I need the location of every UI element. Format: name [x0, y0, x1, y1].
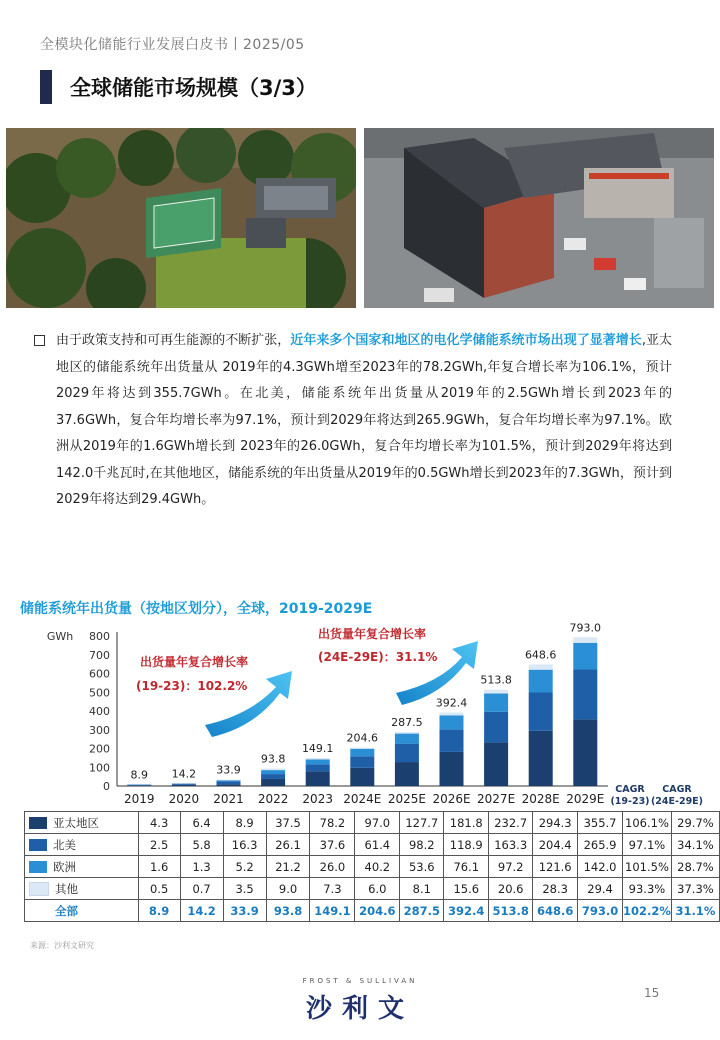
legend-swatch-4 — [29, 882, 49, 896]
bar-total-label: 204.6 — [346, 731, 379, 745]
table-cell: 265.9 — [578, 834, 623, 856]
bar-segment-1 — [350, 768, 374, 786]
table-cell-cagr-19-23: 106.1% — [623, 812, 672, 834]
table-cell-total: 14.2 — [180, 900, 223, 922]
table-cell: 20.6 — [489, 878, 533, 900]
table-cell: 5.2 — [223, 856, 266, 878]
legend-swatch-2 — [29, 839, 47, 851]
legend-label-4: 其他 — [55, 881, 78, 896]
x-tick-label: 2026E — [432, 792, 471, 806]
bar-segment-3 — [395, 734, 419, 744]
table-cell: 142.0 — [578, 856, 623, 878]
table-cell: 294.3 — [533, 812, 578, 834]
table-cell: 355.7 — [578, 812, 623, 834]
legend-label-3: 欧洲 — [53, 859, 76, 874]
data-table — [24, 811, 720, 922]
table-cell: 40.2 — [355, 856, 400, 878]
paragraph-text-intro: 由于政策支持和可再生能源的不断扩张， — [56, 333, 291, 348]
bar-segment-1 — [172, 785, 196, 786]
table-cell: 26.0 — [310, 856, 355, 878]
bar-total-label: 8.9 — [130, 768, 149, 782]
table-cell-total: 204.6 — [355, 900, 400, 922]
table-cell: 53.6 — [400, 856, 444, 878]
brand-logo-english: FROST & SULLIVAN — [302, 977, 418, 985]
table-cell-total: 392.4 — [444, 900, 489, 922]
table-cell: 5.8 — [180, 834, 223, 856]
table-row-total — [25, 900, 720, 922]
bar-segment-4 — [484, 690, 508, 694]
paragraph-text-body: ,亚太地区的储能系统年出货量从 2019年的4.3GWh增至2023年的78.2GWh,年复合增长率为106.1%，预计 2029年将达到355.7GWh。在北美，储能系统年出货量从2019年的2.5GWh增长到2023年的37.6GWh，复合年均增长率为97.1%，预计到2029年将达到265.9GWh，复合年均增长率为97.1%。欧洲从2019年的1.6GWh增长到 2023年的26.0GWh，复合年均增长率为101.5%，预计到2029年将达到142.0千兆瓦时,在其他地区，储能系统的年出货量从2019年的0.5GWh增长到2023年的7.3GWh，预计到2029年将达到29.4GWh。 — [56, 333, 672, 507]
bar-segment-2 — [440, 730, 464, 752]
table-cell: 28.3 — [533, 878, 578, 900]
bar-segment-4 — [350, 748, 374, 749]
table-row-header — [25, 856, 139, 878]
table-cell: 37.5 — [266, 812, 310, 834]
bar-segment-4 — [306, 758, 330, 759]
bar-segment-1 — [127, 785, 151, 786]
table-cell-total: 149.1 — [310, 900, 355, 922]
bar-segment-2 — [395, 744, 419, 762]
table-cell: 76.1 — [444, 856, 489, 878]
bar-segment-1 — [573, 719, 597, 786]
table-cell: 6.0 — [355, 878, 400, 900]
bar-total-label: 513.8 — [480, 673, 512, 687]
y-tick-label: 300 — [89, 723, 110, 737]
table-row-header-total: 全部 — [25, 900, 139, 922]
table-cell: 61.4 — [355, 834, 400, 856]
table-cell: 78.2 — [310, 812, 355, 834]
bar-segment-3 — [306, 759, 330, 764]
body-paragraph — [56, 328, 672, 514]
stacked-bar-chart — [0, 615, 720, 811]
y-axis-unit-label: GWh — [46, 630, 74, 643]
bar-segment-1 — [440, 752, 464, 786]
table-cell: 9.0 — [266, 878, 310, 900]
x-tick-label: 2025E — [387, 792, 426, 806]
x-tick-label: 2022 — [257, 792, 289, 806]
x-tick-label: 2027E — [477, 792, 516, 806]
page-title: 全球储能市场规模（3/3） — [70, 76, 317, 100]
bar-segment-2 — [172, 784, 196, 785]
bar-total-label: 392.4 — [435, 696, 468, 710]
table-cell: 8.9 — [223, 812, 266, 834]
bar-segment-1 — [306, 771, 330, 786]
cagr-header-1-line1: CAGR — [615, 784, 645, 795]
bar-segment-4 — [440, 712, 464, 715]
x-tick-label: 2029E — [566, 792, 605, 806]
bar-total-label: 287.5 — [391, 716, 423, 730]
legend-label-1: 亚太地区 — [53, 815, 99, 830]
y-tick-label: 400 — [89, 705, 110, 718]
table-row-header — [25, 878, 139, 900]
table-cell: 16.3 — [223, 834, 266, 856]
bar-segment-3 — [529, 670, 553, 693]
table-cell: 97.2 — [489, 856, 533, 878]
table-cell-total-cagr-19-23: 102.2% — [623, 900, 672, 922]
bar-total-label: 93.8 — [260, 752, 286, 766]
table-cell-total: 648.6 — [533, 900, 578, 922]
table-cell: 15.6 — [444, 878, 489, 900]
bar-segment-3 — [350, 749, 374, 757]
bar-segment-3 — [440, 715, 464, 729]
table-cell: 37.6 — [310, 834, 355, 856]
cagr-annotation-line1: 出货量年复合增长率 — [140, 655, 249, 669]
x-tick-label: 2021 — [213, 792, 244, 806]
cagr-header-1-line2: (19-23) — [610, 796, 650, 807]
aerial-photo-warehouse — [364, 128, 714, 308]
table-row — [25, 856, 720, 878]
table-row — [25, 878, 720, 900]
bar-segment-3 — [261, 770, 285, 774]
bar-segment-2 — [217, 781, 241, 784]
bar-total-label: 648.6 — [524, 648, 557, 662]
table-cell-cagr-24e-29e: 37.3% — [671, 878, 719, 900]
table-cell: 21.2 — [266, 856, 310, 878]
table-cell: 1.3 — [180, 856, 223, 878]
cagr-header-2-line1: CAGR — [662, 784, 692, 795]
table-cell: 204.4 — [533, 834, 578, 856]
bar-segment-3 — [573, 643, 597, 670]
legend-swatch-1 — [29, 817, 47, 829]
table-cell-cagr-24e-29e: 28.7% — [671, 856, 719, 878]
table-cell: 8.1 — [400, 878, 444, 900]
table-cell: 232.7 — [489, 812, 533, 834]
bar-segment-1 — [484, 742, 508, 786]
bar-segment-4 — [573, 637, 597, 643]
bar-segment-4 — [395, 732, 419, 734]
table-cell-cagr-19-23: 93.3% — [623, 878, 672, 900]
table-row-header — [25, 812, 139, 834]
cagr-annotation-forecast-line1: 出货量年复合增长率 — [318, 627, 427, 641]
y-tick-label: 600 — [89, 667, 110, 681]
table-cell-cagr-24e-29e: 34.1% — [671, 834, 719, 856]
table-cell: 26.1 — [266, 834, 310, 856]
table-cell-total-cagr-24e-29e: 31.1% — [671, 900, 719, 922]
x-tick-label: 2019 — [124, 792, 155, 806]
table-cell-total: 513.8 — [489, 900, 533, 922]
page-number: 15 — [644, 986, 660, 1000]
table-cell: 7.3 — [310, 878, 355, 900]
y-tick-label: 500 — [89, 686, 110, 700]
table-row — [25, 812, 720, 834]
table-cell: 97.0 — [355, 812, 400, 834]
table-cell: 3.5 — [223, 878, 266, 900]
table-cell-total: 93.8 — [266, 900, 310, 922]
x-tick-label: 2024E — [343, 792, 382, 806]
table-cell: 0.7 — [180, 878, 223, 900]
bar-segment-2 — [350, 756, 374, 768]
table-row-header — [25, 834, 139, 856]
y-tick-label: 700 — [89, 648, 110, 662]
y-tick-label: 0 — [103, 780, 110, 793]
bar-segment-2 — [306, 764, 330, 771]
cagr-annotation-line2: (19-23)：102.2% — [136, 679, 248, 693]
table-cell: 1.6 — [138, 856, 180, 878]
table-row — [25, 834, 720, 856]
bar-segment-3 — [217, 780, 241, 781]
x-tick-label: 2020 — [168, 792, 200, 806]
table-cell: 163.3 — [489, 834, 533, 856]
cagr-annotation-forecast-line2: (24E-29E)：31.1% — [318, 650, 438, 664]
bullet-checkbox-icon — [34, 335, 45, 346]
table-cell: 98.2 — [400, 834, 444, 856]
table-cell-total: 8.9 — [138, 900, 180, 922]
table-cell: 2.5 — [138, 834, 180, 856]
y-tick-label: 200 — [89, 742, 110, 756]
source-note: 来源：沙利文研究 — [30, 941, 94, 950]
legend-label-2: 北美 — [53, 837, 76, 852]
cagr-header-2-line2: (24E-29E) — [650, 796, 704, 807]
table-cell: 121.6 — [533, 856, 578, 878]
bar-segment-1 — [217, 784, 241, 786]
bar-segment-2 — [529, 692, 553, 730]
table-cell: 118.9 — [444, 834, 489, 856]
table-cell: 6.4 — [180, 812, 223, 834]
bar-segment-4 — [217, 780, 241, 781]
bar-segment-2 — [573, 669, 597, 719]
table-cell-cagr-24e-29e: 29.7% — [671, 812, 719, 834]
y-tick-label: 100 — [89, 761, 110, 775]
bar-segment-4 — [529, 664, 553, 669]
bar-total-label: 14.2 — [171, 767, 197, 781]
y-tick-label: 800 — [89, 630, 110, 643]
table-cell-cagr-19-23: 97.1% — [623, 834, 672, 856]
x-tick-label: 2023 — [302, 792, 333, 806]
title-accent-bar — [40, 70, 52, 104]
chart-title: 储能系统年出货量（按地区划分），全球，2019-2029E — [20, 601, 373, 617]
bar-total-label: 149.1 — [301, 742, 334, 756]
bar-segment-1 — [261, 779, 285, 786]
bar-segment-1 — [395, 762, 419, 786]
table-cell: 0.5 — [138, 878, 180, 900]
table-cell-total: 287.5 — [400, 900, 444, 922]
table-cell: 127.7 — [400, 812, 444, 834]
bar-total-label: 33.9 — [216, 763, 241, 777]
bar-total-label: 793.0 — [569, 621, 602, 635]
bar-segment-3 — [484, 694, 508, 712]
legend-swatch-3 — [29, 861, 47, 873]
document-header: 全模块化储能行业发展白皮书丨2025/05 — [40, 37, 305, 53]
table-cell-total: 33.9 — [223, 900, 266, 922]
bar-segment-4 — [261, 768, 285, 770]
table-cell: 181.8 — [444, 812, 489, 834]
bar-segment-2 — [484, 712, 508, 743]
table-cell: 4.3 — [138, 812, 180, 834]
table-cell-cagr-19-23: 101.5% — [623, 856, 672, 878]
table-cell: 29.4 — [578, 878, 623, 900]
bar-segment-1 — [529, 731, 553, 786]
bar-segment-2 — [261, 774, 285, 779]
x-tick-label: 2028E — [521, 792, 560, 806]
table-cell-total: 793.0 — [578, 900, 623, 922]
brand-logo-chinese: 沙利文 — [305, 994, 414, 1024]
paragraph-highlight: 近年来多个国家和地区的电化学储能系统市场出现了显著增长 — [290, 333, 642, 348]
aerial-photo-estate — [6, 128, 356, 308]
